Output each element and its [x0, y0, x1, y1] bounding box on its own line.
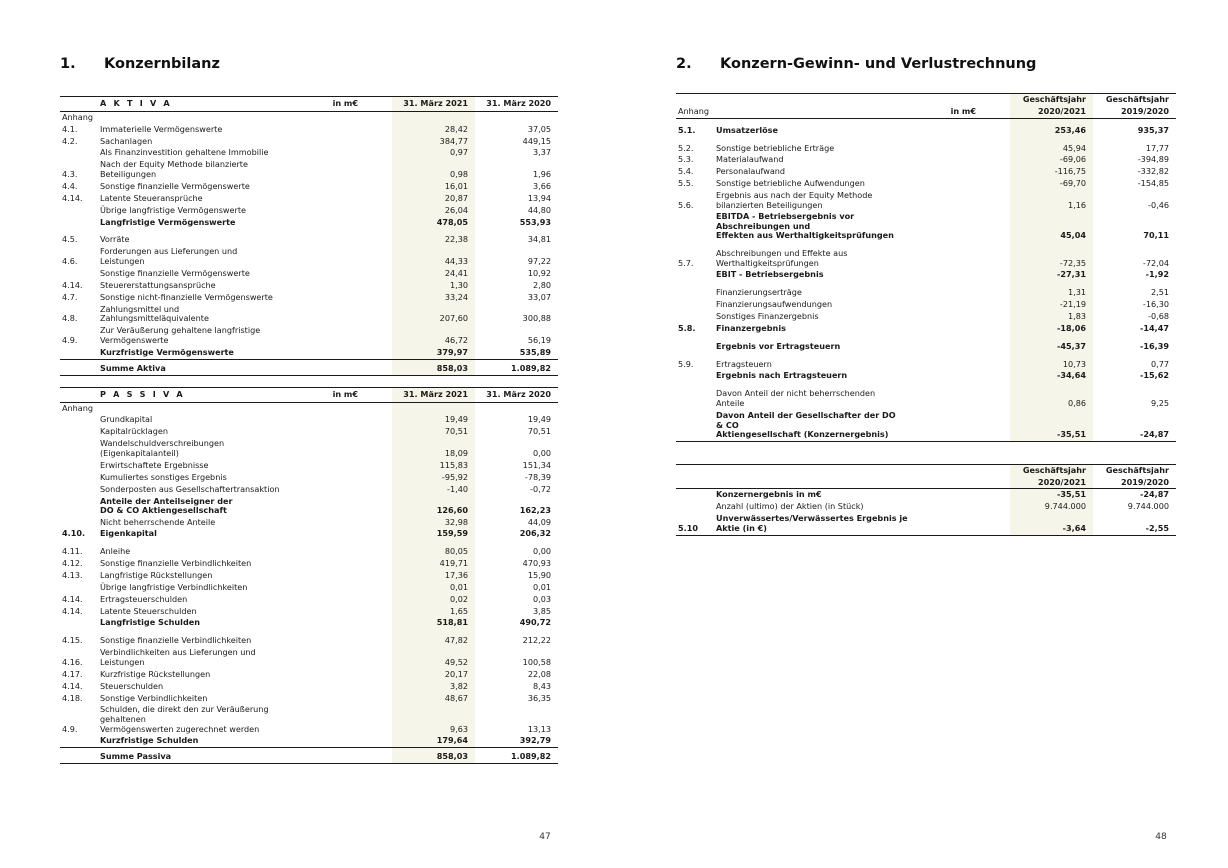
anhang-label: Anhang: [62, 111, 94, 122]
table-row: Als Finanzinvestition gehaltene Immobilie 0,97 3,37: [100, 147, 551, 158]
table-row: 5.5. Sonstige betriebliche Aufwendungen -69,70 -154,85: [678, 178, 1169, 189]
anhang-label: Anhang: [62, 402, 94, 413]
table-row: 4.9. Schulden, die direkt den zur Veräußerung gehaltenen Vermögenswerten zugerechnet werden 9,63 13,13: [62, 704, 551, 734]
aktiva-title: A K T I V A: [98, 97, 282, 112]
passiva-col1-header: 31. März 2021: [392, 387, 475, 402]
gv-col2-header-line2: 2019/2020: [1093, 106, 1176, 118]
table-row: 4.11. Anleihe 80,05 0,00: [62, 546, 551, 557]
table-row-header-bottom: [676, 477, 1176, 489]
table-row: Sonstige finanzielle Vermögenswerte 24,41 10,92: [100, 268, 551, 279]
table-row: 4.14. Latente Steuerschulden 1,65 3,85: [62, 605, 551, 616]
table-row: Kapitalrücklagen 70,51 70,51: [100, 426, 551, 437]
anhang-label: Anhang: [676, 106, 714, 118]
table-row: 4.4. Sonstige finanzielle Vermögenswerte 16,01 3,66: [62, 181, 551, 192]
table-row-ebitda: EBITDA - Betriebsergebnis vor Abschreibungen und Effekten aus Werthaltigkeitsprüfungen 45,04 70,11: [716, 211, 1169, 241]
table-row-total-aktiva: Summe Aktiva 858,03 1.089,82: [60, 363, 558, 375]
table-ergebnis-je-aktie: [676, 464, 1176, 536]
table-row-umsatzerloese: 5.1. Umsatzerlöse 253,46 935,37: [678, 124, 1169, 135]
table-row-header-top: [676, 464, 1176, 476]
gv-unit: in m€: [900, 106, 1010, 118]
table-row-konzernergebnis: Davon Anteil der Gesellschafter der DO & CO Aktiengesellschaft (Konzernergebnis) -35,51 -24,87: [676, 410, 1176, 441]
gv-col1-header-line2: 2020/2021: [1010, 106, 1093, 118]
table-row: 4.6. Forderungen aus Lieferungen und Leistungen 44,33 97,22: [62, 246, 551, 267]
passiva-col2-header: 31. März 2020: [475, 387, 558, 402]
table-row: Übrige langfristige Vermögenswerte 26,04 44,80: [100, 204, 551, 215]
passiva-title: P A S S I V A: [98, 387, 282, 402]
table-row: 4.13. Langfristige Rückstellungen 17,36 15,90: [62, 570, 551, 581]
table-row-subtotal: 4.10. Eigenkapital 159,59 206,32: [62, 528, 551, 539]
table-row: 4.2. Sachanlagen 384,77 449,15: [62, 135, 551, 146]
table-row: Nicht beherrschende Anteile 32,98 44,09: [100, 516, 551, 527]
table-row: Konzernergebnis in m€ -35,51 -24,87: [716, 489, 1169, 500]
page-number-right: 48: [1155, 832, 1167, 842]
eps-col2-header-line2: 2019/2020: [1093, 477, 1176, 489]
income-statement-tables: [676, 93, 1176, 536]
table-gewinn-verlust: [676, 93, 1176, 442]
table-row: 5.10 Unverwässertes/Verwässertes Ergebnis je Aktie (in €) -3,64 -2,55: [676, 513, 1176, 535]
table-row: 5.4. Personalaufwand -116,75 -332,82: [678, 166, 1169, 177]
section-heading-konzernbilanz: [60, 56, 220, 72]
table-row: 4.7. Sonstige nicht-finanzielle Vermögenswerte 33,24 33,07: [62, 291, 551, 302]
aktiva-col2-header: 31. März 2020: [475, 97, 558, 112]
section-heading-gewinn-verlust: [676, 56, 1036, 72]
table-row-subtotal: Langfristige Vermögenswerte 478,05 553,93: [100, 216, 551, 227]
table-row-ergebnis-vor-steuern: Ergebnis vor Ertragsteuern -45,37 -16,39: [716, 340, 1169, 351]
table-row: 4.1. Immaterielle Vermögenswerte 28,42 37,05: [62, 123, 551, 134]
table-row: Anzahl (ultimo) der Aktien (in Stück) 9.744.000 9.744.000: [716, 501, 1169, 512]
table-aktiva: [60, 96, 558, 376]
table-row: Finanzierungserträge 1,31 2,51: [716, 287, 1169, 298]
table-row: Finanzierungsaufwendungen -21,19 -16,30: [716, 299, 1169, 310]
table-row: Kumuliertes sonstiges Ergebnis -95,92 -78,39: [100, 471, 551, 482]
table-row: 4.8. Zahlungsmittel und Zahlungsmitteläquivalente 207,60 300,88: [62, 303, 551, 324]
table-row: 4.14. Steuererstattungsansprüche 1,30 2,80: [62, 279, 551, 290]
table-row: Grundkapital 19,49 19,49: [100, 414, 551, 425]
passiva-unit: in m€: [282, 387, 392, 402]
table-row: 4.5. Vorräte 22,38 34,81: [62, 234, 551, 245]
table-row: 4.15. Sonstige finanzielle Verbindlichkeiten 47,82 212,22: [62, 635, 551, 646]
table-row-subtotal: Kurzfristige Schulden 179,64 392,79: [60, 735, 558, 747]
eps-col2-header-line1: Geschäftsjahr: [1093, 464, 1176, 476]
section-title: Konzernbilanz: [104, 56, 220, 72]
table-row: Übrige langfristige Verbindlichkeiten 0,01 0,01: [100, 581, 551, 592]
table-row: 4.14. Latente Steueransprüche 20,87 13,94: [62, 192, 551, 203]
table-row-header-passiva: [60, 387, 558, 402]
table-row: 5.2. Sonstige betriebliche Erträge 45,94 17,77: [678, 142, 1169, 153]
table-row-subtotal: Langfristige Schulden 518,81 490,72: [100, 617, 551, 628]
table-row: Sonderposten aus Gesellschaftertransaktion -1,40 -0,72: [100, 483, 551, 494]
table-row-anhang-label: [60, 111, 558, 123]
table-row: 4.12. Sonstige finanzielle Verbindlichkeiten 419,71 470,93: [62, 558, 551, 569]
table-row: 5.3. Materialaufwand -69,06 -394,89: [678, 154, 1169, 165]
balance-sheet-tables: [60, 96, 558, 764]
section-number: 2.: [676, 56, 692, 72]
table-row-anhang-label: [60, 402, 558, 414]
table-row-ebit: EBIT - Betriebsergebnis -27,31 -1,92: [716, 269, 1169, 280]
eps-col1-header-line1: Geschäftsjahr: [1010, 464, 1093, 476]
table-row-ergebnis-nach-steuern: Ergebnis nach Ertragsteuern -34,64 -15,62: [716, 370, 1169, 381]
section-title: Konzern-Gewinn- und Verlustrechnung: [720, 56, 1037, 72]
section-number: 1.: [60, 56, 76, 72]
table-row: Wandelschuldverschreibungen (Eigenkapitalanteil) 18,09 0,00: [100, 438, 551, 459]
table-passiva: [60, 387, 558, 764]
table-row: 5.9. Ertragsteuern 10,73 0,77: [678, 358, 1169, 369]
table-row-header-bottom: [676, 106, 1176, 118]
page-right: [614, 0, 1228, 868]
table-row: Anteile der Anteilseigner der DO & CO Aktiengesellschaft 126,60 162,23: [100, 495, 551, 516]
page-number-left: 47: [539, 832, 551, 842]
gv-col2-header-line1: Geschäftsjahr: [1093, 94, 1176, 106]
table-row: 4.16. Verbindlichkeiten aus Lieferungen und Leistungen 49,52 100,58: [62, 647, 551, 668]
table-row-finanzergebnis: 5.8. Finanzergebnis -18,06 -14,47: [678, 322, 1169, 333]
table-row: 4.18. Sonstige Verbindlichkeiten 48,67 36,35: [62, 692, 551, 703]
eps-col1-header-line2: 2020/2021: [1010, 477, 1093, 489]
table-row: 4.9. Zur Veräußerung gehaltene langfristige Vermögenswerte 46,72 56,19: [62, 325, 551, 346]
table-row: Sonstiges Finanzergebnis 1,83 -0,68: [716, 311, 1169, 322]
table-row: 4.14. Ertragsteuerschulden 0,02 0,03: [62, 593, 551, 604]
table-row: 4.14. Steuerschulden 3,82 8,43: [62, 680, 551, 691]
table-row: 4.3. Nach der Equity Methode bilanzierte Beteiligungen 0,98 1,96: [62, 159, 551, 180]
table-row-total-passiva: Summe Passiva 858,03 1.089,82: [60, 751, 558, 763]
table-row: Davon Anteil der nicht beherrschenden Anteile 0,86 9,25: [716, 388, 1169, 409]
table-row-subtotal: Kurzfristige Vermögenswerte 379,97 535,89: [60, 347, 558, 359]
table-row: Erwirtschaftete Ergebnisse 115,83 151,34: [100, 459, 551, 470]
table-row-header-top: [676, 94, 1176, 106]
table-row: 5.7. Abschreibungen und Effekte aus Werthaltigkeitsprüfungen -72,35 -72,04: [678, 247, 1169, 268]
table-row: 4.17. Kurzfristige Rückstellungen 20,17 22,08: [62, 668, 551, 679]
aktiva-unit: in m€: [282, 97, 392, 112]
gv-col1-header-line1: Geschäftsjahr: [1010, 94, 1093, 106]
table-row: 5.6. Ergebnis aus nach der Equity Methode bilanzierten Beteiligungen 1,16 -0,46: [678, 190, 1169, 210]
table-row-header-aktiva: [60, 97, 558, 112]
aktiva-col1-header: 31. März 2021: [392, 97, 475, 112]
